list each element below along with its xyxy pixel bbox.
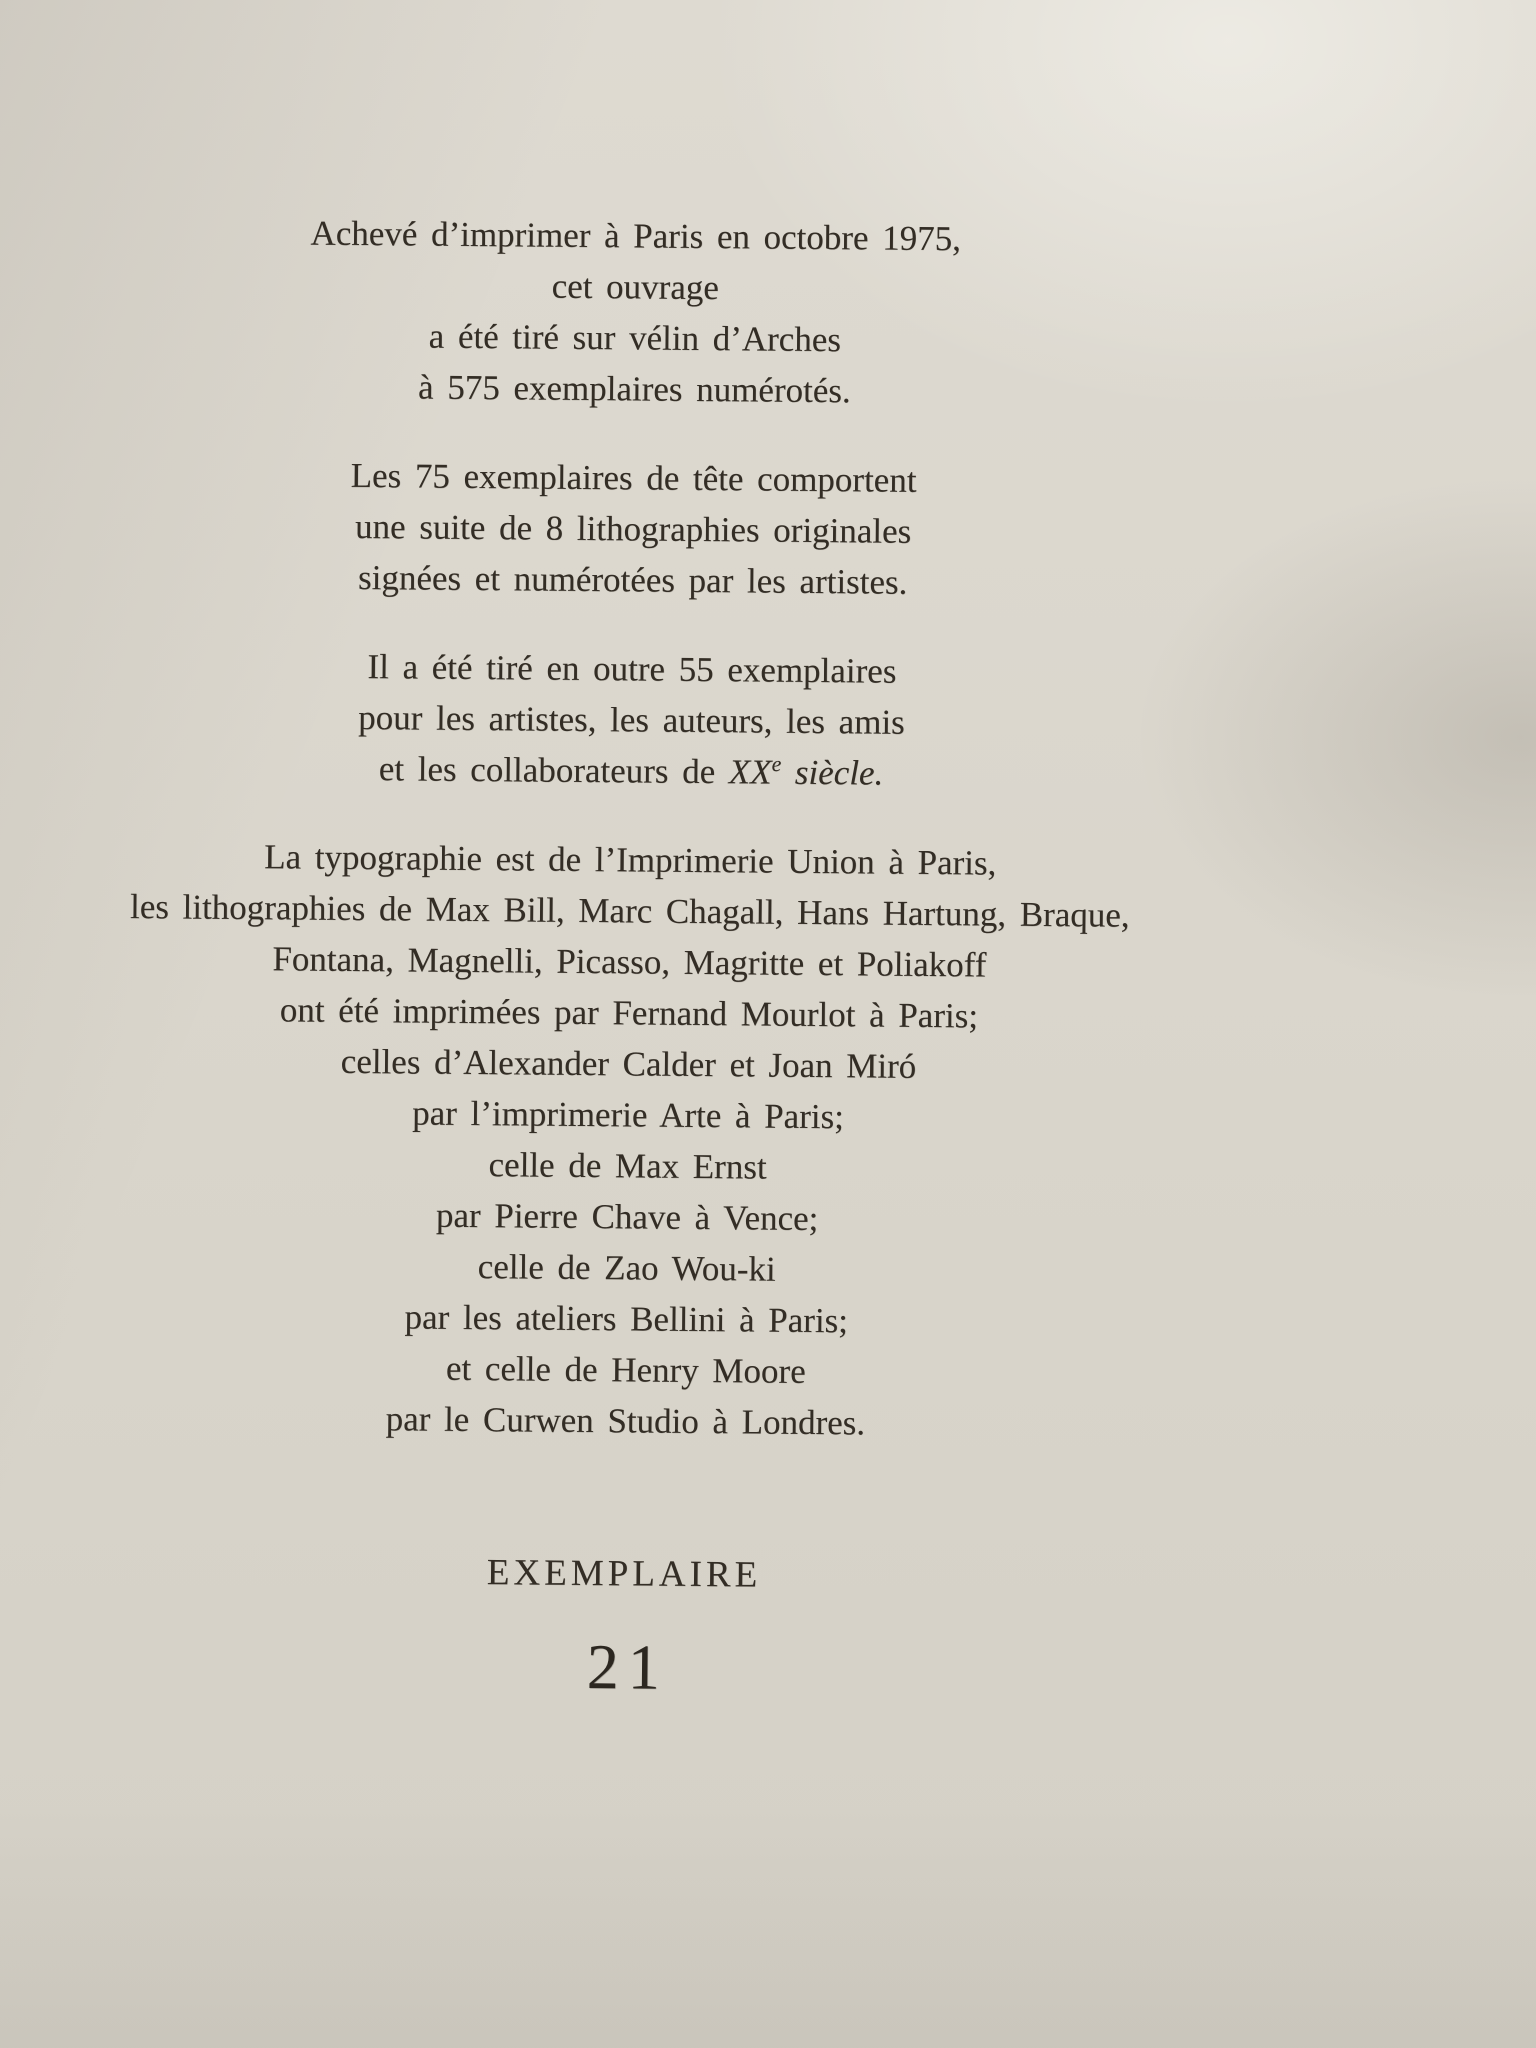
colophon-line: Il a été tiré en outre 55 exemplaires	[367, 647, 897, 691]
colophon-line: pour les artistes, les auteurs, les amis	[358, 698, 905, 742]
colophon-line: La typographie est de l’Imprimerie Union à Paris,	[264, 837, 997, 883]
colophon-line: et celle de Henry Moore	[445, 1348, 806, 1391]
colophon-line: Achevé d’imprimer à Paris en octobre 1975,	[310, 213, 962, 259]
colophon-line: Fontana, Magnelli, Picasso, Magritte et Poliakoff	[272, 939, 987, 985]
colophon-line: celle de Max Ernst	[488, 1145, 767, 1187]
colophon-line: a été tiré sur vélin d’Arches	[428, 316, 842, 360]
colophon-line: celles d’Alexander Calder et Joan Miró	[340, 1041, 917, 1086]
journal-title: XX	[728, 752, 772, 792]
colophon-line-prefix: et les collaborateurs de	[378, 749, 730, 792]
colophon-line	[11, 740, 1251, 802]
colophon-line: signées et numérotées par les artistes.	[357, 558, 908, 602]
journal-title-rest: siècle.	[781, 752, 884, 793]
colophon-text-block	[3, 205, 1256, 1703]
colophon-line: les lithographies de Max Bill, Marc Chagall, Hans Hartung, Braque,	[129, 887, 1130, 935]
colophon-line: une suite de 8 lithographies originales	[354, 506, 912, 551]
colophon-line: ont été imprimées par Fernand Mourlot à Paris;	[279, 990, 979, 1036]
journal-title-superscript: e	[771, 751, 782, 777]
copy-number-stamp: 21	[586, 1631, 670, 1703]
colophon-paragraph-deluxe-copies	[13, 447, 1254, 611]
colophon-paragraph-extra-copies	[11, 638, 1252, 802]
colophon-line: par l’imprimerie Arte à Paris;	[412, 1093, 845, 1137]
colophon-line: Les 75 exemplaires de tête comportent	[350, 455, 917, 500]
colophon-line: cet ouvrage	[551, 266, 720, 308]
exemplaire-label: EXEMPLAIRE	[486, 1552, 762, 1596]
colophon-line: par les ateliers Bellini à Paris;	[404, 1297, 849, 1341]
colophon-line: à 575 exemplaires numérotés.	[417, 367, 851, 411]
colophon-line: par le Curwen Studio à Londres.	[385, 1399, 866, 1443]
colophon-paragraph-printers	[5, 829, 1250, 1452]
colophon-paragraph-print-info	[14, 205, 1256, 420]
colophon-line: par Pierre Chave à Vence;	[435, 1195, 819, 1239]
colophon-line: celle de Zao Wou-ki	[477, 1247, 776, 1289]
